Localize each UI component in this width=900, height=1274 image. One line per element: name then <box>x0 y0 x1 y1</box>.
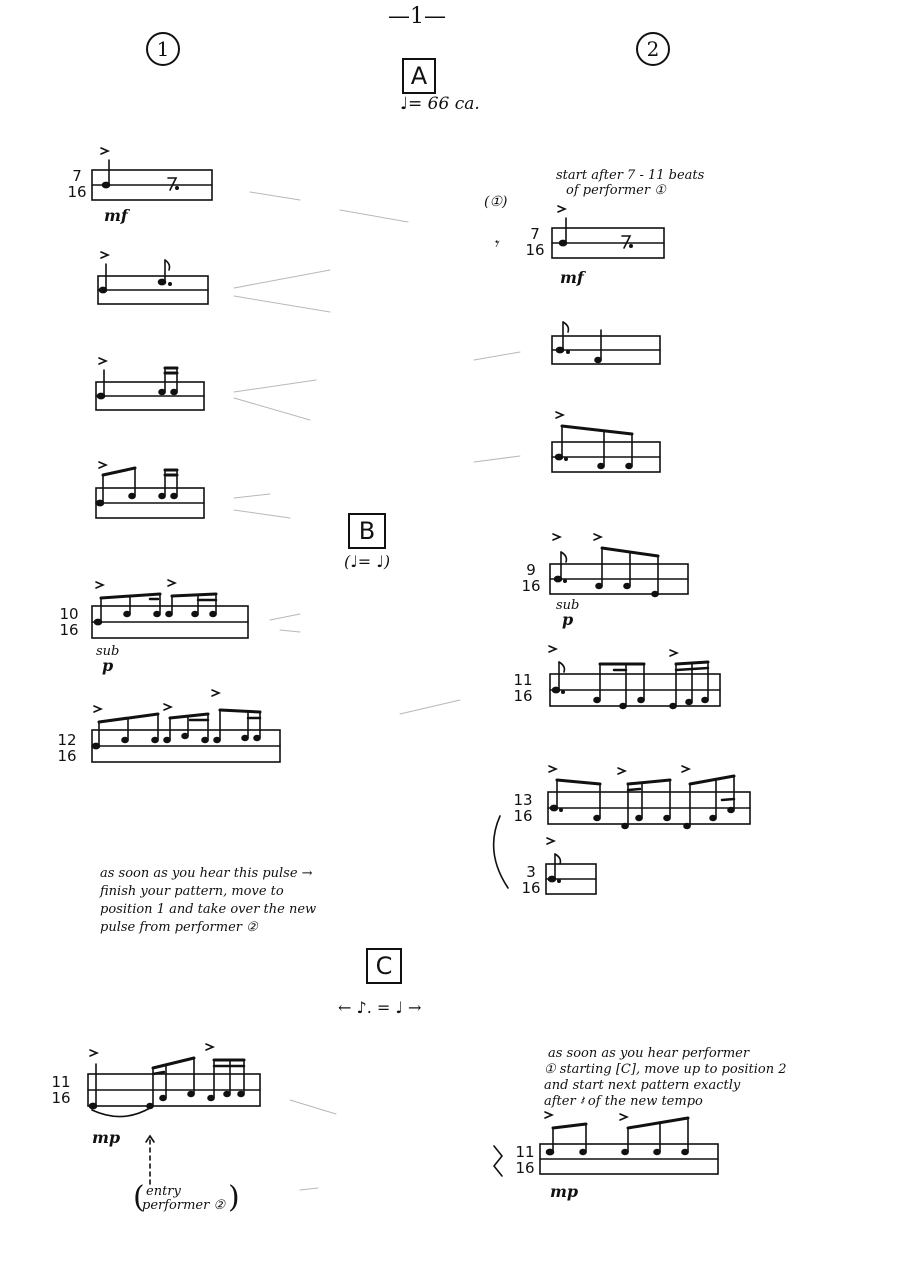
timesig-p1-3: 12 16 <box>57 731 77 765</box>
section-b-box: B <box>348 513 386 549</box>
staff-p2-7 <box>546 838 596 894</box>
dynamic-mp-p1: mp <box>92 1128 121 1147</box>
staff-p2-3 <box>552 412 660 472</box>
staff-p2-8 <box>494 1112 718 1176</box>
dynamic-p-p2: p <box>562 610 574 629</box>
dynamic-mf-p1: mf <box>104 206 128 225</box>
pulse-instruction-line3: position 1 and take over the new <box>100 902 317 917</box>
c-instruction-line1: as soon as you hear performer <box>548 1046 750 1061</box>
timesig-p2-3: 11 16 <box>513 671 533 705</box>
section-c-box: C <box>366 948 402 984</box>
start-instruction-line1: start after 7 - 11 beats <box>556 168 705 183</box>
timesig-p2-6: 11 16 <box>515 1143 535 1177</box>
dynamic-sub-p2: sub <box>556 598 580 613</box>
entry-note-line2: performer ② <box>142 1198 226 1213</box>
tempo-marking: ♩= 66 ca. <box>400 94 480 114</box>
entry-bracket-left: ( <box>133 1180 145 1215</box>
start-instruction-line2: of performer ① <box>566 183 666 198</box>
c-instruction-line2: ① starting [C], move up to position 2 <box>544 1062 787 1077</box>
timesig-p2-5: 3 16 <box>521 863 541 897</box>
staff-p1-4 <box>96 462 204 518</box>
dynamic-p-p1: p <box>102 656 114 675</box>
staff-p1-5 <box>92 580 248 638</box>
connector-lines <box>234 192 520 1190</box>
c-instruction-line3: and start next pattern exactly <box>544 1078 741 1093</box>
timesig-p1-4: 11 16 <box>51 1073 71 1107</box>
c-instruction-line4: after 𝄽 of the new tempo <box>544 1094 703 1109</box>
staff-p2-6 <box>494 766 750 888</box>
performer-1-label: 1 <box>146 32 180 66</box>
staff-p1-3 <box>96 358 204 410</box>
timesig-p1-1: 7 16 <box>67 167 87 201</box>
staff-p2-4 <box>550 534 688 596</box>
page-number: —1— <box>388 4 446 29</box>
staff-p2-2 <box>552 322 660 364</box>
dynamic-sub-p1: sub <box>96 644 120 659</box>
section-b-equation: (♩= ♩) <box>344 552 391 571</box>
rest-mark: 𝄾 <box>493 234 498 255</box>
staff-p1-7 <box>88 1044 260 1184</box>
timesig-p2-2: 9 16 <box>521 561 541 595</box>
performer-2-label: 2 <box>636 32 670 66</box>
entry-bracket-right: ) <box>228 1180 240 1215</box>
cue-mark: (①) <box>484 194 508 210</box>
section-c-equation: ← ♪. = ♩ → <box>338 998 422 1017</box>
staff-p1-6 <box>92 690 280 762</box>
staff-p2-1 <box>552 206 664 258</box>
dynamic-mp-p2: mp <box>550 1182 579 1201</box>
pulse-instruction-line2: finish your pattern, move to <box>100 884 284 899</box>
pulse-instruction-line4: pulse from performer ② <box>100 920 258 935</box>
timesig-p1-2: 10 16 <box>59 605 79 639</box>
entry-note-line1: entry <box>146 1184 181 1199</box>
pulse-instruction-line1: as soon as you hear this pulse → <box>100 866 313 881</box>
staff-p2-5 <box>549 646 720 708</box>
timesig-p2-1: 7 16 <box>525 225 545 259</box>
section-a-box: A <box>402 58 436 94</box>
staff-p1-1 <box>92 148 212 200</box>
dynamic-mf-p2: mf <box>560 268 584 287</box>
staff-p1-2 <box>98 252 208 304</box>
timesig-p2-4: 13 16 <box>513 791 533 825</box>
